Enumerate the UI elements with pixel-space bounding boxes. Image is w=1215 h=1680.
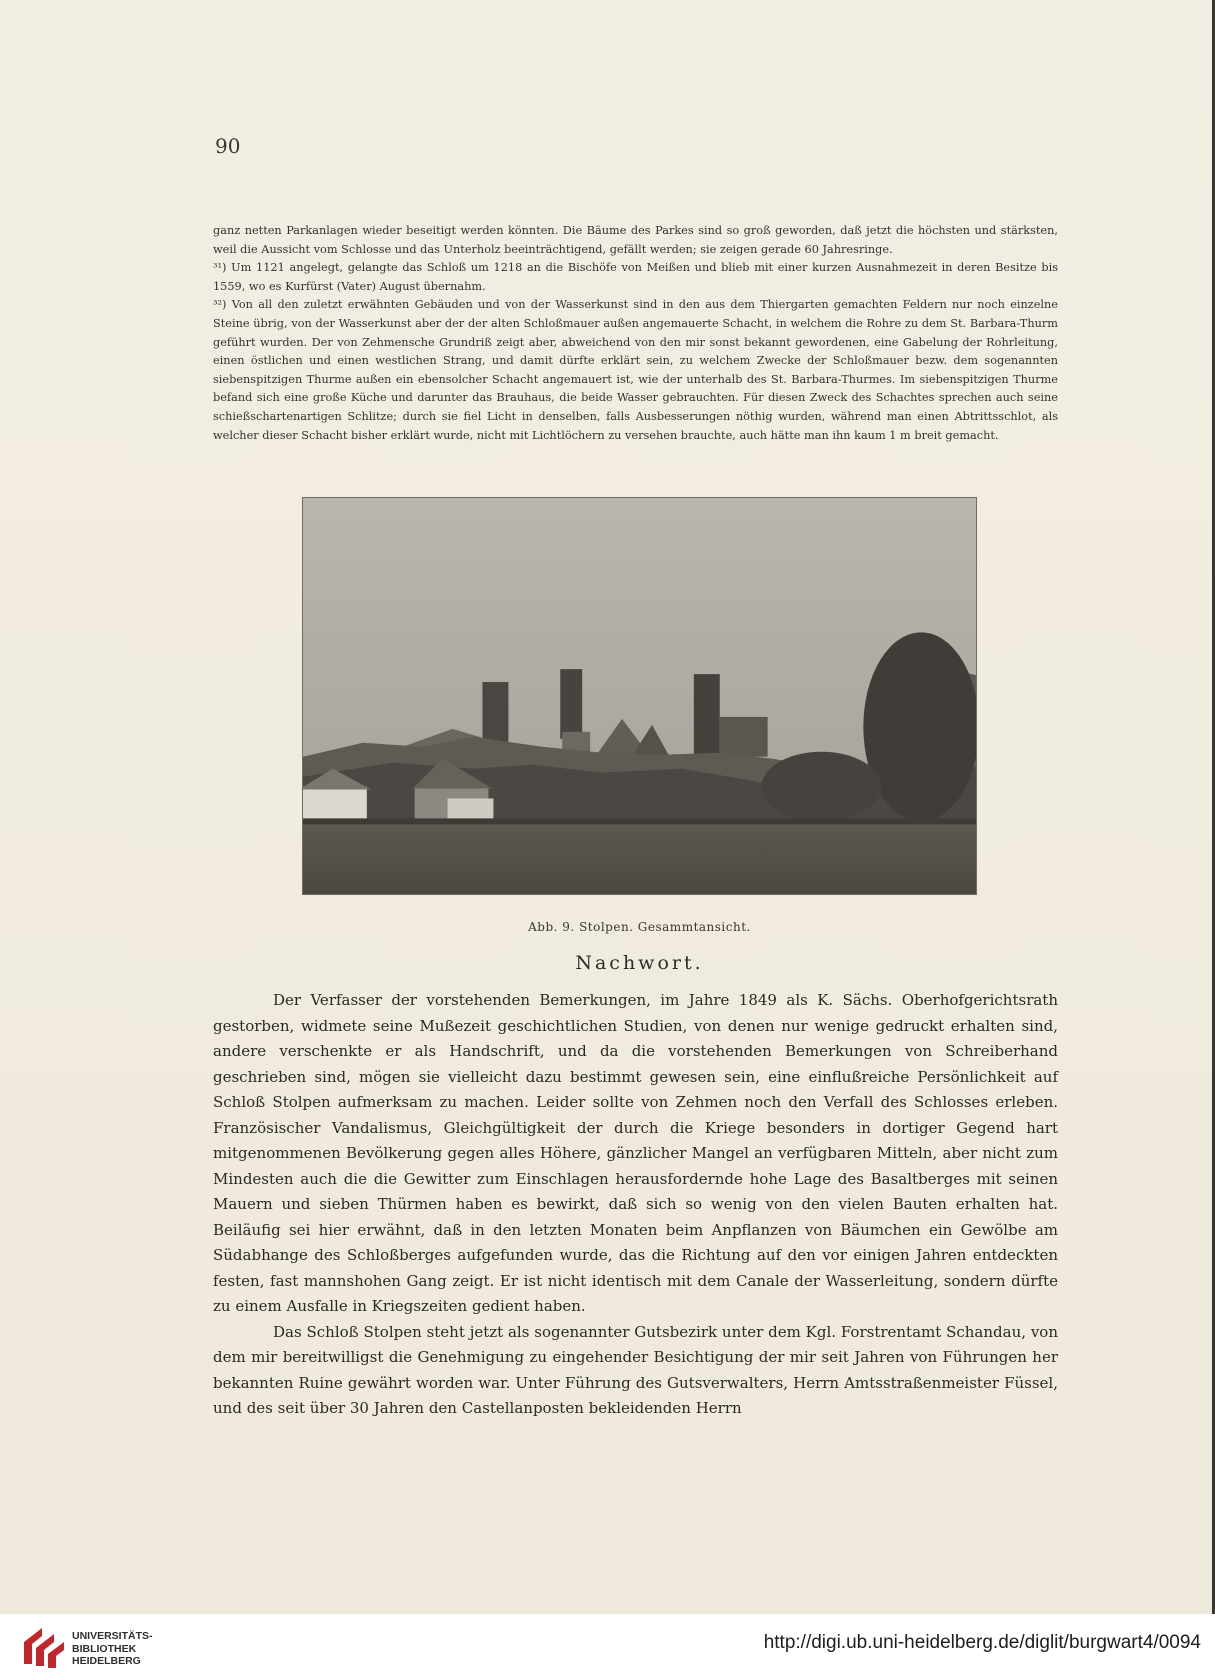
paragraph-1: Der Verfasser der vorstehenden Bemerkungen, im Jahre 1849 als K. Sächs. Oberhofgerichtsrath gestorben, widmete seine Mußezeit geschichtlichen Studien, von denen nur wenige gedruckt erhalten sind, andere verschenkte er als Handschrift, und da die vorstehenden Bemerkungen von Schreiberhand geschrieben sind, mögen sie vielleicht dazu bestimmt gewesen sein, eine einflußreiche Persönlichkeit auf Schloß Stolpen aufmerksam zu machen. Leider sollte von Zehmen noch den Verfall des Schlosses erleben. Französischer Vandalismus, Gleichgültigkeit der durch die Kriege besonders in dortiger Gegend hart mitgenommenen Bevölkerung gegen alles Höhere, gänzlicher Mangel an verfügbaren Mitteln, aber nicht zum Mindesten auch die die Gewitter zum Einschlagen herausfordernde hohe Lage des Basaltberges mit seinen Mauern und sieben Thürmen haben es bewirkt, daß sich so wenig von den vielen Bauten erhalten hat. Beiläufig sei hier erwähnt, daß in den letzten Monaten beim Anpflanzen von Bäumchen ein Gewölbe am Südabhange des Schloßberges aufgefunden wurde, das die Richtung auf den vor einigen Jahren entdeckten festen, fast mannshohen Gang zeigt. Er ist nicht identisch mit dem Canale der Wasserleitung, sondern dürfte zu einem Ausfalle in Kriegszeiten gedient haben.: [213, 991, 1058, 1315]
main-text: [213, 988, 1058, 1422]
footnote-continuation: ganz netten Parkanlagen wieder beseitigt werden könnten. Die Bäume des Parkes sind so groß geworden, daß jetzt die höchsten und stärksten, weil die Aussicht vom Schlosse und das Unterholz beeinträchtigend, gefällt werden; sie zeigen gerade 60 Jahresringe.: [213, 224, 1058, 256]
library-name-line-3: HEIDELBERG: [72, 1655, 141, 1667]
library-footer: [0, 1614, 1215, 1680]
source-url[interactable]: http://digi.ub.uni-heidelberg.de/diglit/burgwart4/0094: [763, 1632, 1201, 1653]
figure-caption: Abb. 9. Stolpen. Gesammtansicht.: [528, 920, 751, 934]
paragraph-2: Das Schloß Stolpen steht jetzt als sogenannter Gutsbezirk unter dem Kgl. Forstrentamt Schandau, von dem mir bereitwilligst die Genehmigung zu eingehender Besichtigung der mir seit Jahren von Führungen her bekannten Ruine gewährt worden war. Unter Führung des Gutsverwalters, Herrn Amtsstraßenmeister Füssel, und des seit über 30 Jahren den Castellanposten bekleidenden Herrn: [213, 1322, 1058, 1417]
footnote-32: ³²) Von all den zuletzt erwähnten Gebäuden und von der Wasserkunst sind in den aus dem Thiergarten gemachten Feldern nur noch einzelne Steine übrig, von der Wasserkunst aber der der alten Schloßmauer außen angemauerte Schacht, in welchem die Rohre zu dem St. Barbara-Thurm geführt wurden. Der von Zehmensche Grundriß zeigt aber, abweichend von den mir sonst bekannt gewordenen, eine Gabelung der Rohrleitung, einen östlichen und einen westlichen Strang, und damit dürfte erklärt sein, zu welchem Zwecke der Schloßmauer bezw. dem sogenannten siebenspitzigen Thurme außen ein ebensolcher Schacht angemauert ist, wie der unterhalb des St. Barbara-Thurmes. Im siebenspitzigen Thurme befand sich eine große Küche und darunter das Brauhaus, die beide Wasser gebrauchten. Für diesen Zweck des Schachtes sprechen auch seine schießschartenartigen Schlitze; durch sie fiel Licht in denselben, falls Ausbesserungen nöthig wurden, während man einen Abtrittsschlot, als welcher dieser Schacht bisher erklärt wurde, nicht mit Lichtlöchern zu versehen brauchte, auch hätte man ihn kaum 1 m breit gemacht.: [213, 298, 1058, 442]
footnotes: [213, 222, 1058, 445]
library-name: [72, 1630, 153, 1668]
page-number: 90: [215, 134, 241, 158]
library-name-line-1: UNIVERSITÄTS-: [72, 1630, 153, 1642]
castle-photo-illustration: [303, 498, 976, 894]
footnote-31: ³¹) Um 1121 angelegt, gelangte das Schloß um 1218 an die Bischöfe von Meißen und blieb mit einer kurzen Ausnahmezeit in deren Besitze bis 1559, wo es Kurfürst (Vater) August übernahm.: [213, 261, 1058, 293]
library-name-line-2: BIBLIOTHEK: [72, 1642, 137, 1655]
figure-photo-stolpen: [302, 497, 977, 895]
section-title: Nachwort.: [575, 952, 704, 974]
library-logo-icon: [18, 1622, 68, 1672]
